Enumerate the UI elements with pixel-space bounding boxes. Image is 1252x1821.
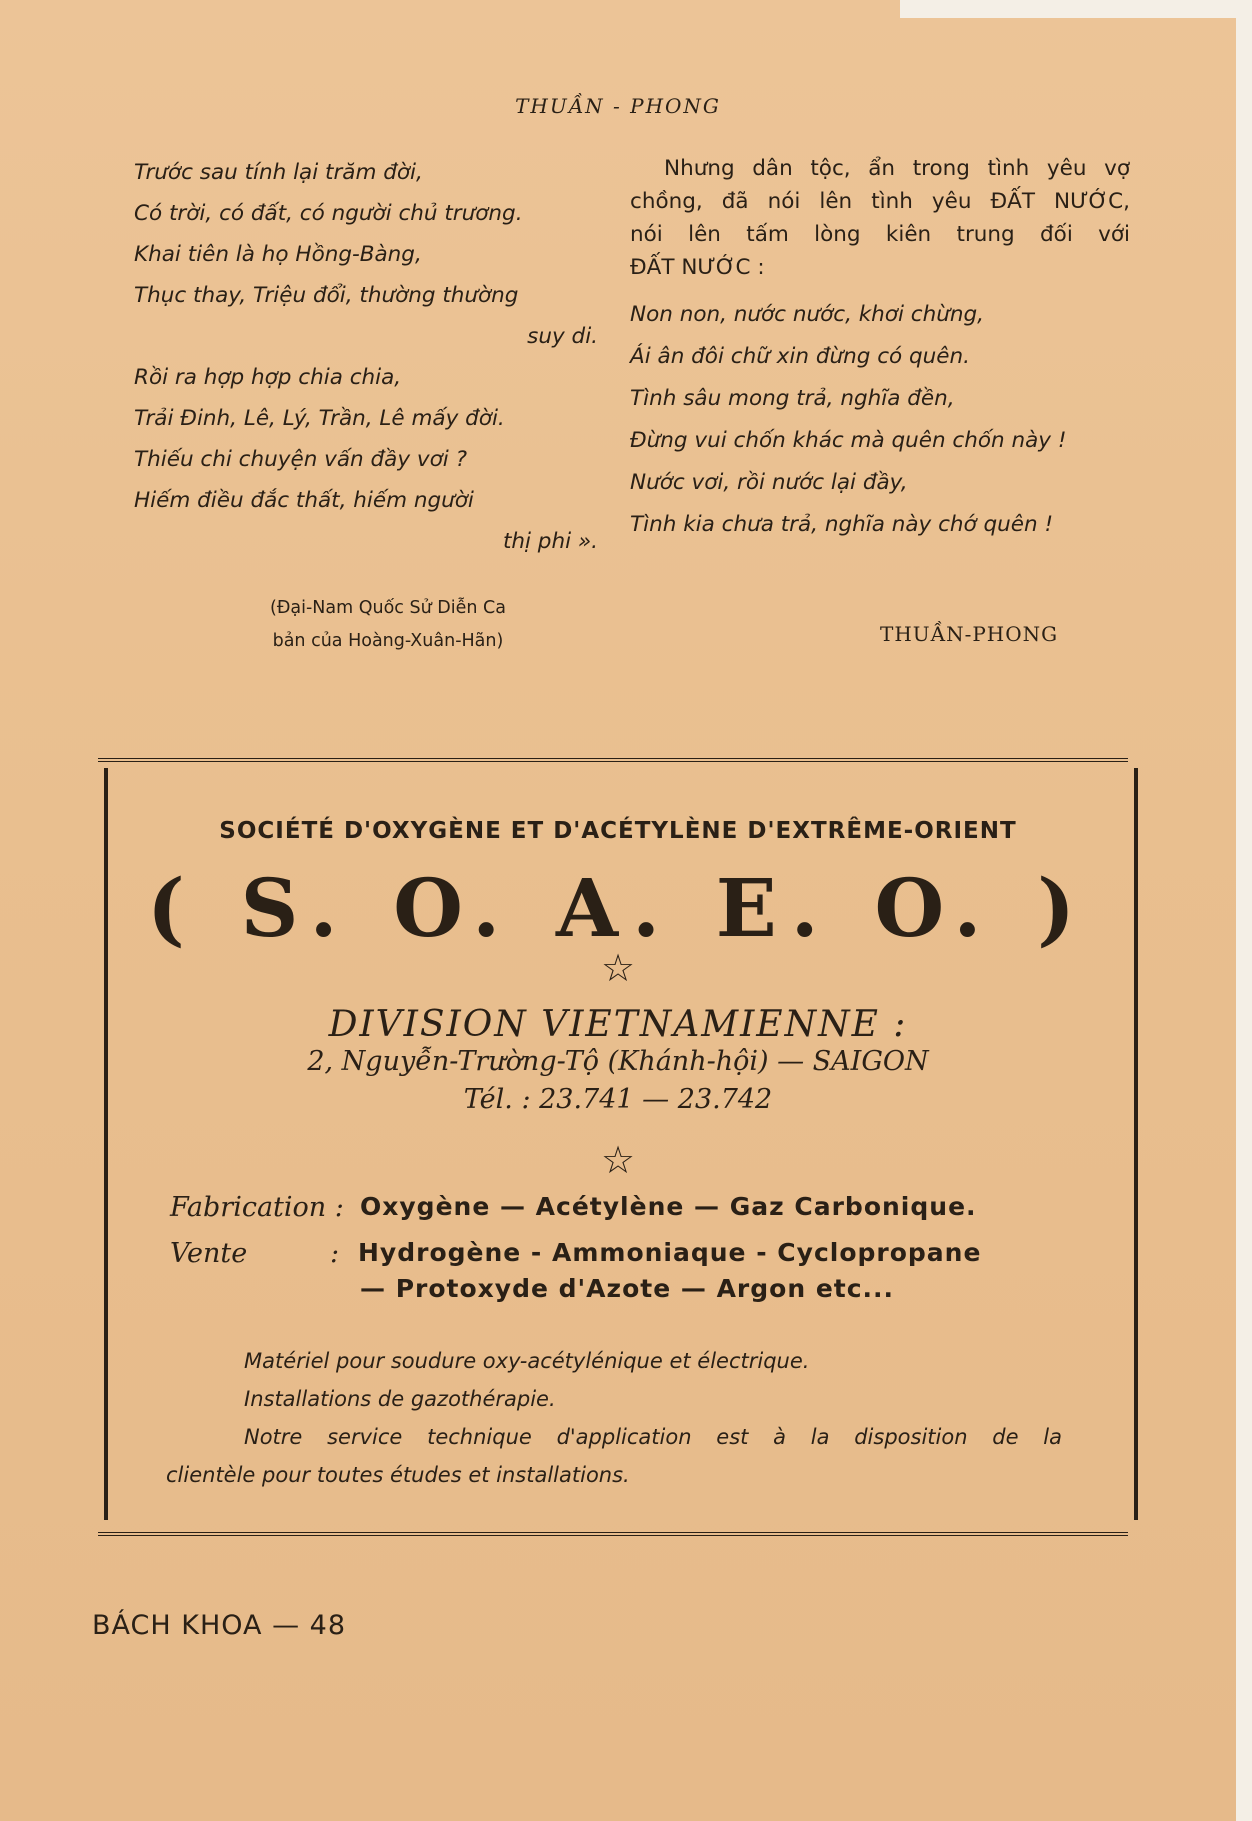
poem-line: Khai tiên là họ Hồng-Bàng, bbox=[134, 242, 422, 267]
company-telephone: Tél. : 23.741 — 23.742 bbox=[463, 1084, 773, 1115]
poem-line: Rồi ra hợp hợp chia chia, bbox=[134, 365, 402, 390]
note-line: Installations de gazothérapie. bbox=[244, 1387, 556, 1411]
poem-line: suy di. bbox=[527, 324, 598, 349]
running-head: THUẦN - PHONG bbox=[515, 94, 721, 118]
author-signature: THUẦN-PHONG bbox=[880, 622, 1059, 646]
poem-line: Có trời, có đất, có người chủ trương. bbox=[134, 201, 523, 226]
prose-line: ĐẤT NƯỚC : bbox=[630, 255, 765, 280]
poem-line: Đừng vui chốn khác mà quên chốn này ! bbox=[630, 428, 1067, 453]
poem-line: Thục thay, Triệu đổi, thường thường bbox=[134, 283, 519, 308]
prose-line: chồng, đã nói lên tình yêu ĐẤT NƯỚC, bbox=[630, 189, 1130, 214]
poem-line: thị phi ». bbox=[502, 529, 598, 554]
poem-line: Tình kia chưa trả, nghĩa này chớ quên ! bbox=[630, 512, 1054, 537]
scan-border-top bbox=[900, 0, 1252, 18]
vente-products: Hydrogène - Ammoniaque - Cyclopropane bbox=[358, 1238, 982, 1267]
poem-line: Hiếm điều đắc thất, hiếm người bbox=[134, 488, 474, 513]
prose-line: nói lên tấm lòng kiên trung đối với bbox=[630, 222, 1130, 247]
company-address: 2, Nguyễn-Trường-Tộ (Khánh-hội) — SAIGON bbox=[307, 1046, 929, 1077]
source-line: (Đại-Nam Quốc Sử Diễn Ca bbox=[270, 598, 506, 618]
page-footer: BÁCH KHOA — 48 bbox=[92, 1610, 347, 1641]
company-acronym: ( S. O. A. E. O. ) bbox=[146, 861, 1090, 955]
service-notes bbox=[166, 1342, 1062, 1494]
right-poem bbox=[630, 294, 1130, 546]
vente-colon: : bbox=[330, 1238, 340, 1269]
poem-line: Non non, nước nước, khơi chừng, bbox=[630, 302, 984, 327]
star-icon: ☆ bbox=[600, 1138, 636, 1182]
right-prose bbox=[630, 152, 1130, 284]
poem-line: Thiếu chi chuyện vấn đầy vơi ? bbox=[134, 447, 467, 472]
poem-line: Trải Đinh, Lê, Lý, Trần, Lê mấy đời. bbox=[134, 406, 505, 431]
poem-line: Ái ân đôi chữ xin đừng có quên. bbox=[630, 344, 970, 369]
note-line: clientèle pour toutes études et installations. bbox=[166, 1463, 630, 1487]
star-icon: ☆ bbox=[600, 946, 636, 990]
fabrication-products: Oxygène — Acétylène — Gaz Carbonique. bbox=[360, 1192, 977, 1221]
fabrication-label: Fabrication : bbox=[170, 1192, 344, 1223]
division-title: DIVISION VIETNAMIENNE : bbox=[328, 1004, 908, 1045]
vente-label: Vente bbox=[170, 1238, 248, 1269]
poem-line: Nước vơi, rồi nước lại đầy, bbox=[630, 470, 908, 495]
poem-line: Trước sau tính lại trăm đời, bbox=[134, 160, 423, 185]
right-column bbox=[630, 152, 1130, 546]
note-line: Matériel pour soudure oxy-acétylénique et électrique. bbox=[244, 1349, 810, 1373]
source-citation bbox=[270, 592, 506, 658]
prose-line: Nhưng dân tộc, ẩn trong tình yêu vợ bbox=[664, 156, 1130, 181]
scan-border-right bbox=[1236, 0, 1252, 1821]
note-line: Notre service technique d'application est à la disposition de la bbox=[244, 1425, 1062, 1449]
source-line: bản của Hoàng-Xuân-Hãn) bbox=[272, 631, 504, 651]
vente-products-continued: — Protoxyde d'Azote — Argon etc... bbox=[360, 1274, 895, 1303]
poem-line: Tình sâu mong trả, nghĩa đền, bbox=[630, 386, 955, 411]
company-name: SOCIÉTÉ D'OXYGÈNE ET D'ACÉTYLÈNE D'EXTRÊME-ORIENT bbox=[219, 818, 1017, 844]
left-poem bbox=[134, 152, 604, 562]
